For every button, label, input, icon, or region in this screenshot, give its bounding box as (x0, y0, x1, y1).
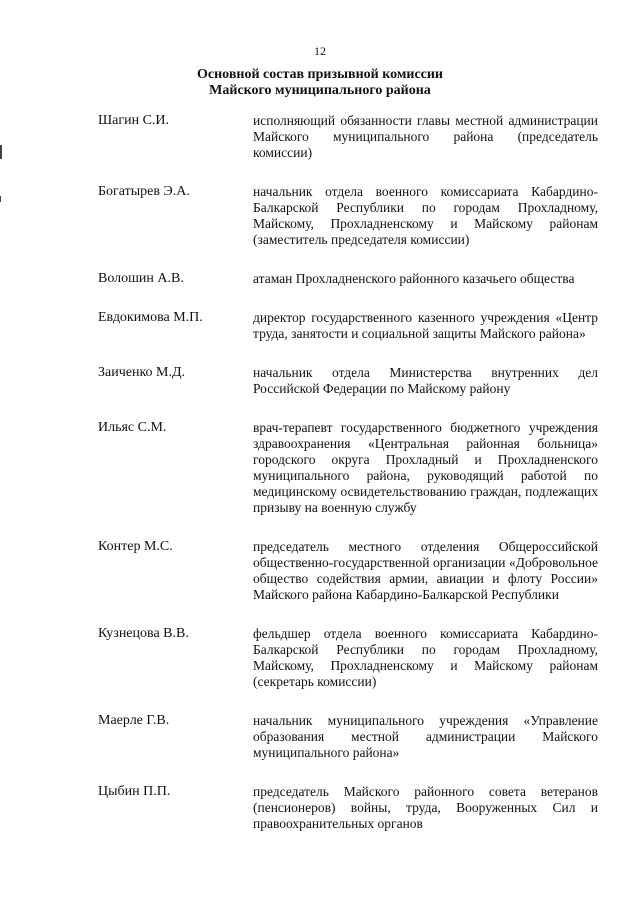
scan-edge-mark (0, 145, 2, 159)
member-row (98, 420, 598, 516)
member-row (98, 310, 598, 342)
member-name: Богатырев Э.А. (98, 184, 190, 199)
document-title (0, 67, 640, 99)
member-position: председатель Майского районного совета ветеранов (пенсионеров) войны, труда, Вооруженных Сил и правоохранительных органов (253, 784, 598, 831)
member-position: исполняющий обязанности главы местной администрации Майского муниципального района (председатель комиссии) (253, 113, 598, 160)
title-line-1: Основной состав призывной комиссии (197, 67, 443, 82)
scan-edge-mark (0, 196, 1, 202)
page-number: 12 (314, 44, 326, 58)
member-name: Кузнецова В.В. (98, 626, 189, 641)
member-name: Волошин А.В. (98, 271, 184, 286)
member-row (98, 271, 598, 287)
title-line-2: Майского муниципального района (209, 83, 431, 98)
member-name: Заиченко М.Д. (98, 365, 186, 380)
member-row (98, 626, 598, 690)
members-list (98, 113, 598, 832)
member-row (98, 713, 598, 761)
member-name: Контер М.С. (98, 539, 173, 554)
member-row (98, 539, 598, 603)
member-position: атаман Прохладненского районного казачьего общества (253, 271, 575, 286)
member-name: Цыбин П.П. (98, 784, 171, 799)
member-position: начальник отдела Министерства внутренних дел Российской Федерации по Майскому району (253, 365, 598, 396)
member-name: Маерле Г.В. (98, 713, 170, 728)
member-row (98, 184, 598, 248)
member-position: председатель местного отделения Общероссийской общественно-государственной организации «Добровольное общество содействия армии, авиации и флоту России» Майского района Кабардино-Балкарской Республики (253, 539, 598, 602)
member-name: Шагин С.И. (98, 113, 170, 128)
member-position: фельдшер отдела военного комиссариата Кабардино-Балкарской Республики по городам Прохладному, Майскому, Прохладненскому и Майскому районам (секретарь комиссии) (253, 626, 598, 689)
member-row (98, 365, 598, 397)
member-name: Ильяс С.М. (98, 420, 167, 435)
member-row (98, 113, 598, 161)
member-name: Евдокимова М.П. (98, 310, 203, 325)
member-row (98, 784, 598, 832)
member-position: директор государственного казенного учреждения «Центр труда, занятости и социальной защиты Майского района» (253, 310, 598, 341)
member-position: начальник муниципального учреждения «Управление образования местной администрации Майского муниципального района» (253, 713, 598, 760)
member-position: начальник отдела военного комиссариата Кабардино-Балкарской Республики по городам Прохладному, Майскому, Прохладненскому и Майскому районам (заместитель председателя комиссии) (253, 184, 598, 247)
member-position: врач-терапевт государственного бюджетного учреждения здравоохранения «Центральная районная больница» городского округа Прохладный и Прохладненского муниципального района, руководящий работой по медицинскому освидетельствованию граждан, подлежащих призыву на военную службу (253, 420, 598, 515)
